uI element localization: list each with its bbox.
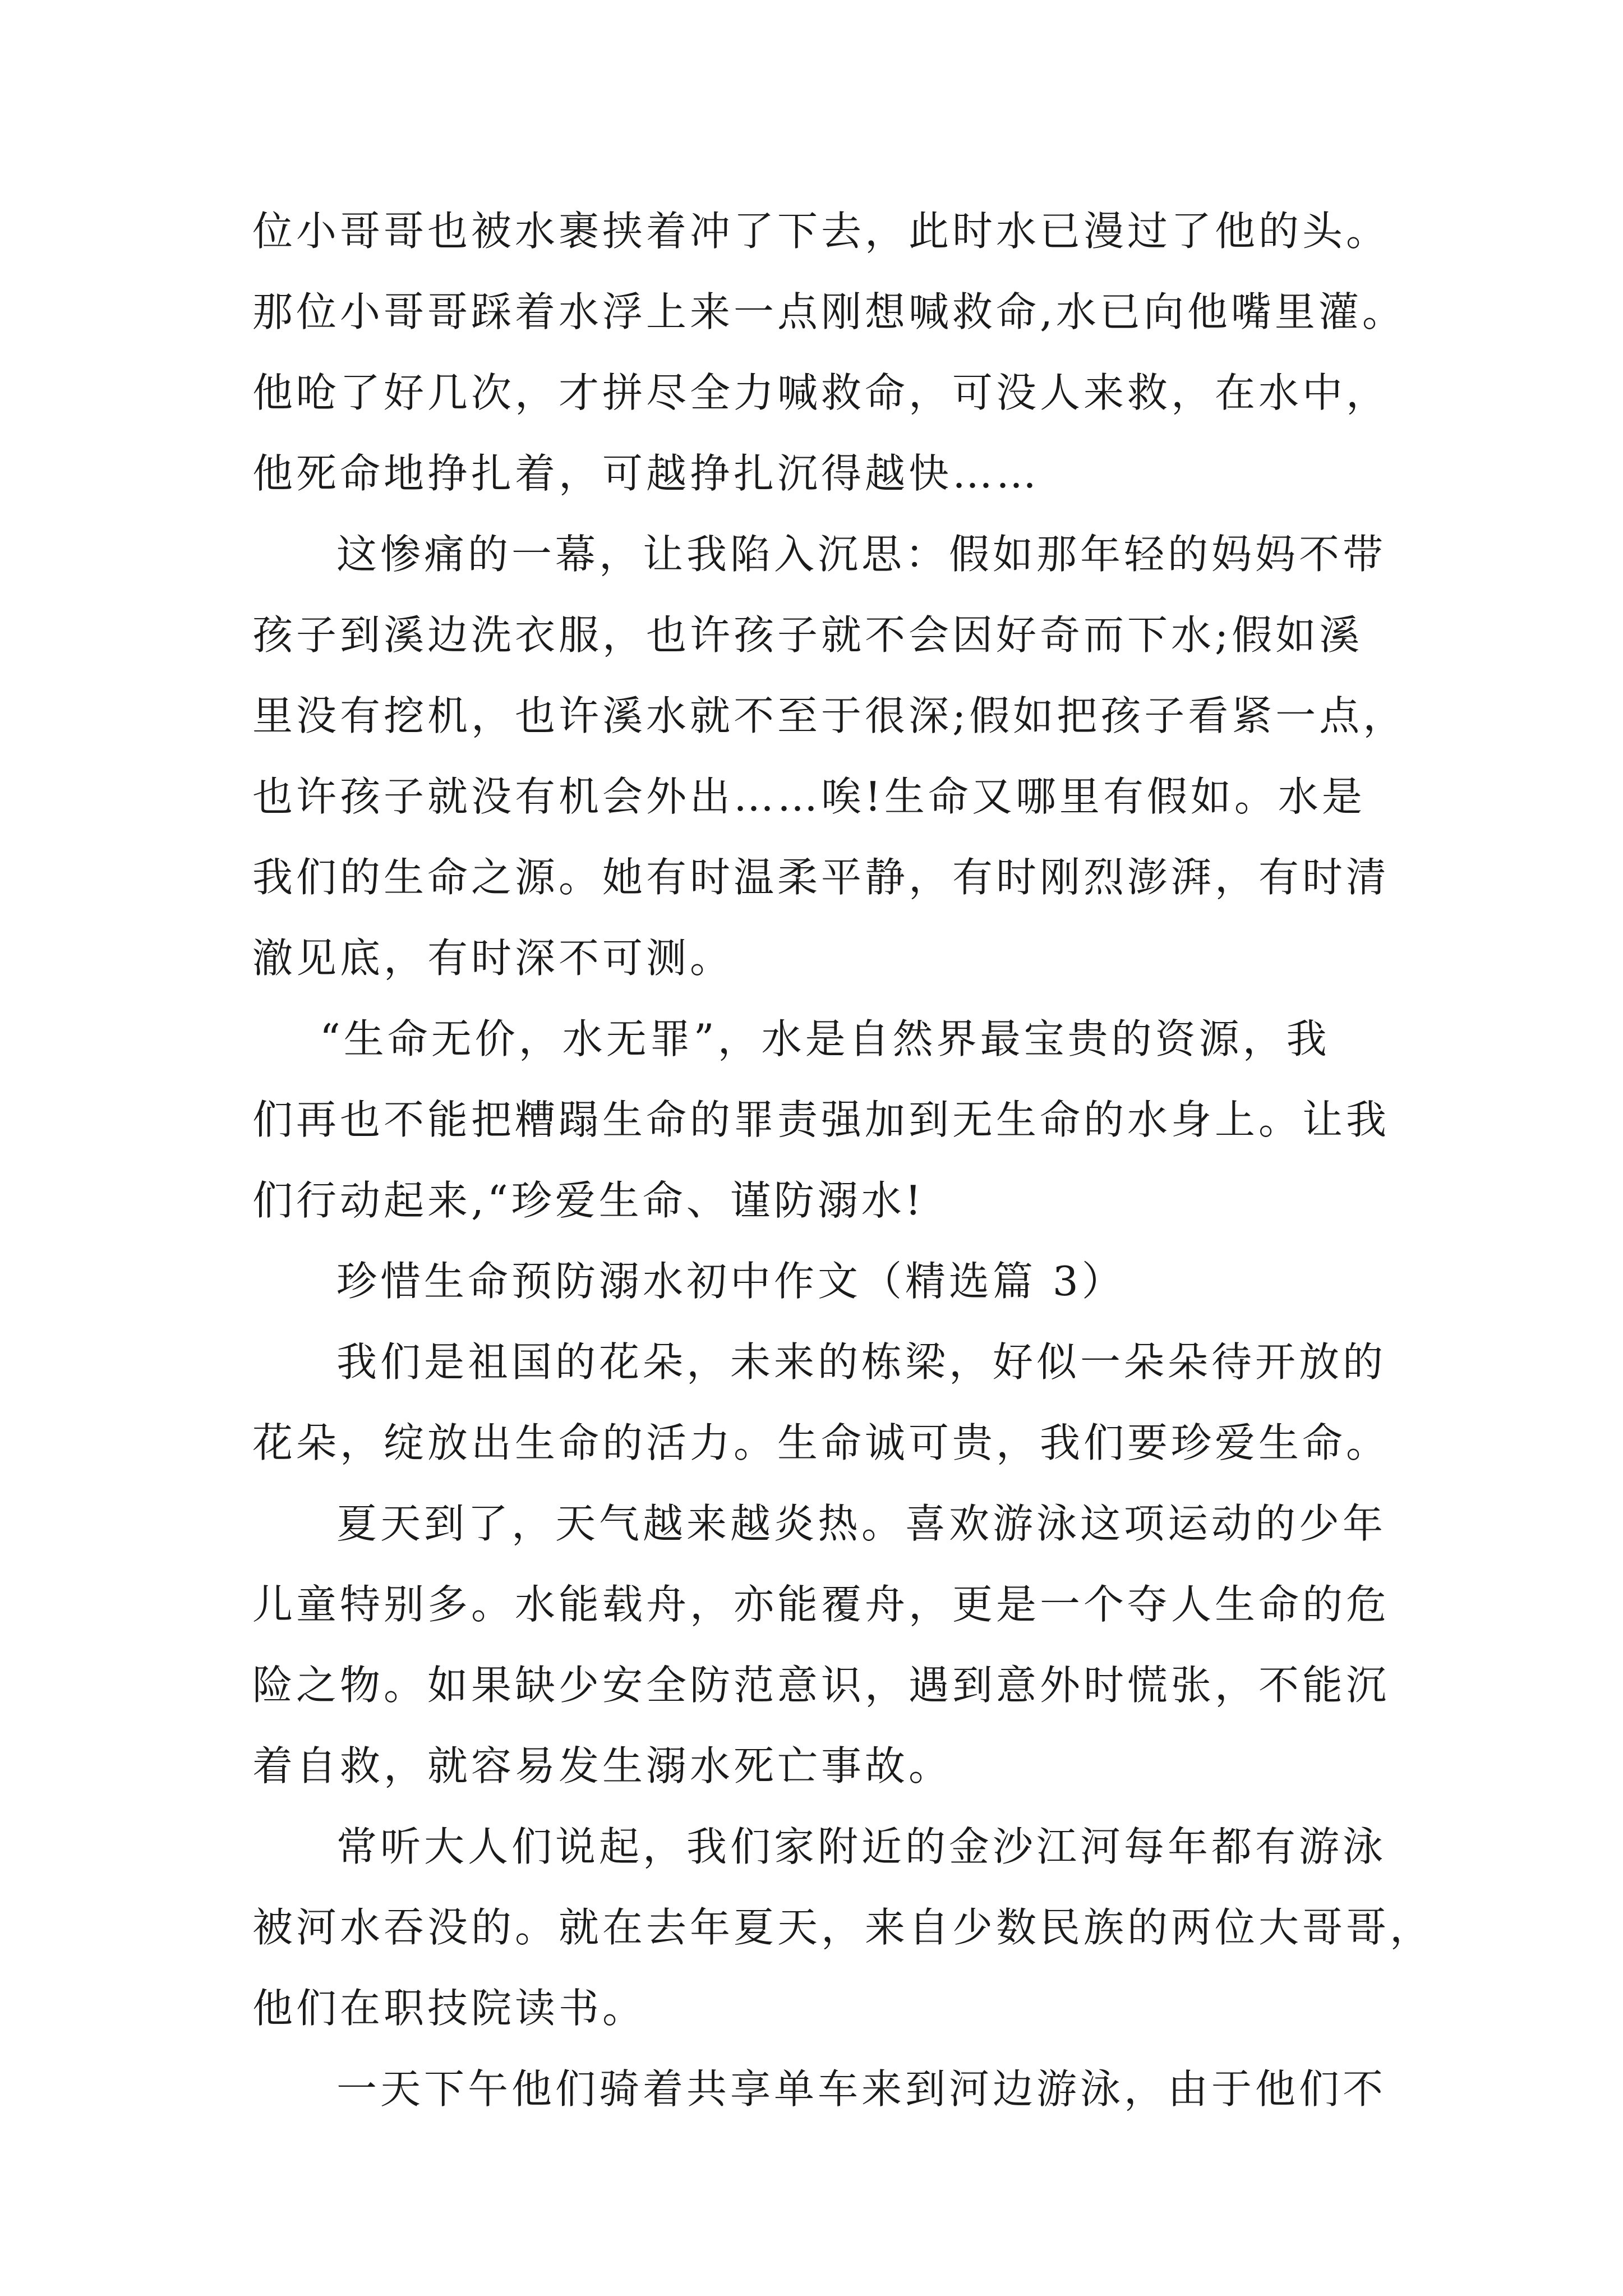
- text-line: 被河水吞没的。就在去年夏天，来自少数民族的两位大哥哥，: [252, 1904, 1434, 1951]
- text-line: 险之物。如果缺少安全防范意识，遇到意外时慌张，不能沉: [252, 1662, 1390, 1709]
- text-line: 这惨痛的一幕，让我陷入沉思：假如那年轻的妈妈不带: [336, 531, 1387, 578]
- text-line: 澈见底，有时深不可测。: [252, 935, 734, 982]
- text-line: 夏天到了，天气越来越炎热。喜欢游泳这项运动的少年: [336, 1500, 1387, 1547]
- text-line: 他死命地挣扎着，可越挣扎沉得越快……: [252, 450, 1040, 497]
- text-line: 花朵，绽放出生命的活力。生命诚可贵，我们要珍爱生命。: [252, 1419, 1390, 1466]
- text-line: 也许孩子就没有机会外出……唉!生命又哪里有假如。水是: [252, 773, 1366, 820]
- text-line: 们行动起来,“珍爱生命、谨防溺水!: [252, 1177, 925, 1224]
- text-line: 那位小哥哥踩着水浮上来一点刚想喊救命,水已向他嘴里灌。: [252, 288, 1406, 335]
- text-line: 着自救，就容易发生溺水死亡事故。: [252, 1742, 953, 1789]
- text-line: “生命无价，水无罪”，水是自然界最宝贵的资源，我: [320, 1015, 1330, 1062]
- text-line: 他们在职技院读书。: [252, 1985, 647, 2032]
- text-line: 他呛了好几次，才拼尽全力喊救命，可没人来救，在水中，: [252, 369, 1390, 416]
- text-line: 我们是祖国的花朵，未来的栋梁，好似一朵朵待开放的: [336, 1338, 1387, 1386]
- text-line: 们再也不能把糟蹋生命的罪责强加到无生命的水身上。让我: [252, 1096, 1390, 1143]
- text-line: 儿童特别多。水能载舟，亦能覆舟，更是一个夺人生命的危: [252, 1581, 1390, 1628]
- text-line: 位小哥哥也被水裹挟着冲了下去，此时水已漫过了他的头。: [252, 208, 1390, 255]
- text-line: 常听大人们说起，我们家附近的金沙江河每年都有游泳: [336, 1823, 1387, 1870]
- text-line: 孩子到溪边洗衣服，也许孩子就不会因好奇而下水;假如溪: [252, 611, 1363, 659]
- text-line: 一天下午他们骑着共享单车来到河边游泳，由于他们不: [336, 2065, 1387, 2113]
- text-line: 我们的生命之源。她有时温柔平静，有时刚烈澎湃，有时清: [252, 854, 1390, 901]
- text-line: 里没有挖机，也许溪水就不至于很深;假如把孩子看紧一点，: [252, 692, 1407, 739]
- body-text: [252, 191, 1434, 2129]
- section-heading: 珍惜生命预防溺水初中作文（精选篇 3）: [336, 1258, 1126, 1305]
